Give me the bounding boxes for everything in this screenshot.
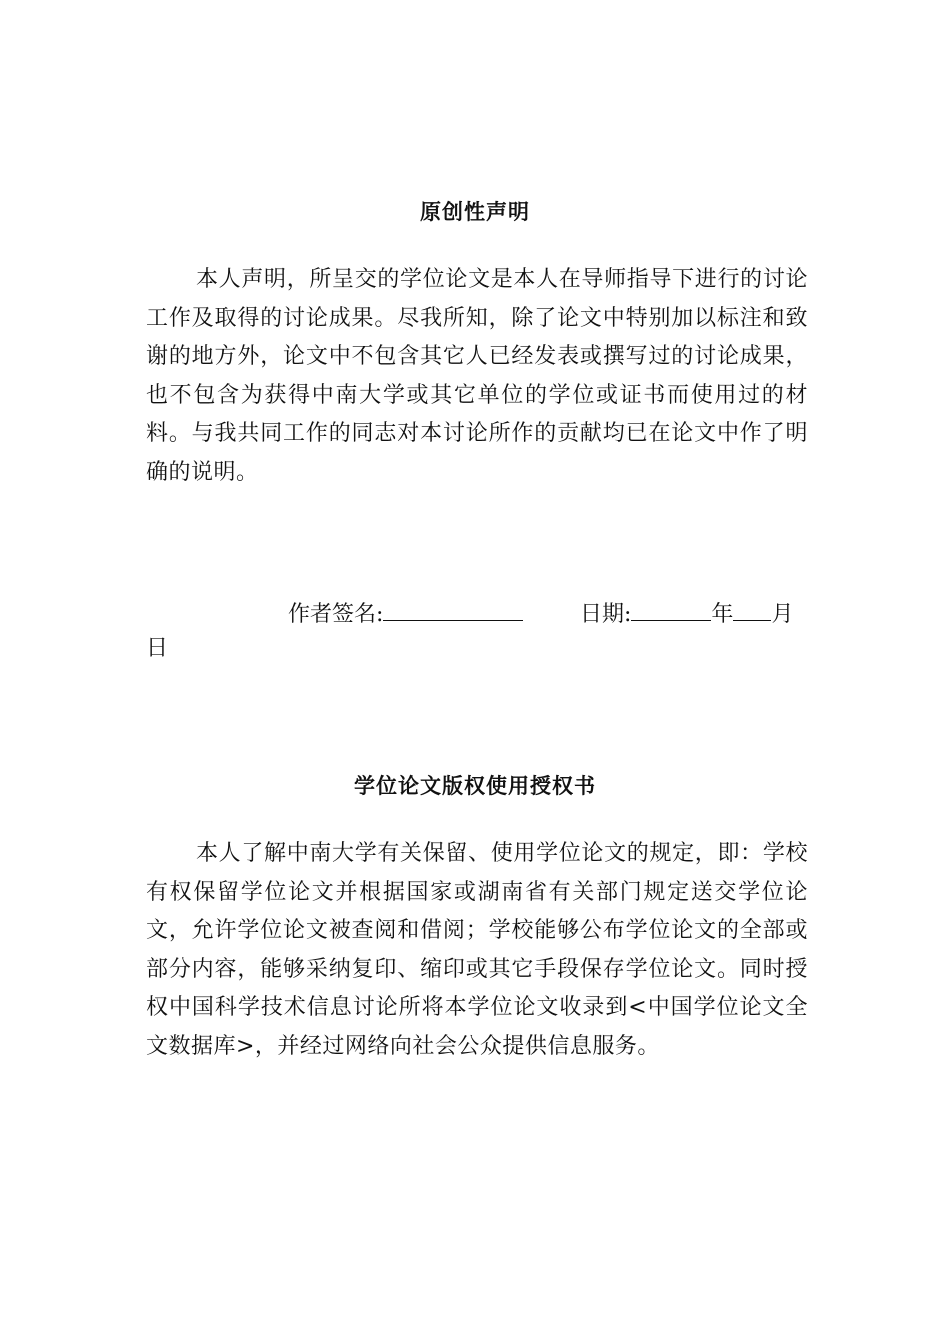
signature-date xyxy=(580,596,793,632)
declaration-body: 本人声明，所呈交的学位论文是本人在导师指导下进行的讨论工作及取得的讨论成果。尽我所知，除了论文中特别加以标注和致谢的地方外，论文中不包含其它人已经发表或撰写过的讨论成果，也不包含为获得中南大学或其它单位的学位或证书而使用过的材料。与我共同工作的同志对本讨论所作的贡献均已在论文中作了明确的说明。 xyxy=(146,267,808,485)
author-signature xyxy=(288,596,523,632)
month-blank xyxy=(733,596,771,621)
authorization-body: 本人了解中南大学有关保留、使用学位论文的规定，即：学校有权保留学位论文并根据国家或湖南省有关部门规定送交学位论文，允许学位论文被查阅和借阅；学校能够公布学位论文的全部或部分内容，能够采纳复印、缩印或其它手段保存学位论文。同时授权中国科学技术信息讨论所将本学位论文收录到<中国学位论文全文数据库>，并经过网络向社会公众提供信息服务。 xyxy=(146,841,808,1059)
year-blank xyxy=(631,596,711,621)
year-label: 年 xyxy=(711,602,734,627)
author-signature-label: 作者签名: xyxy=(288,602,384,627)
author-signature-blank xyxy=(383,596,523,621)
declaration-title: 原创性声明 xyxy=(420,200,530,224)
day-label: 日 xyxy=(146,636,169,661)
authorization-title: 学位论文版权使用授权书 xyxy=(354,774,596,798)
date-label: 日期: xyxy=(580,602,632,627)
month-label: 月 xyxy=(771,602,794,627)
